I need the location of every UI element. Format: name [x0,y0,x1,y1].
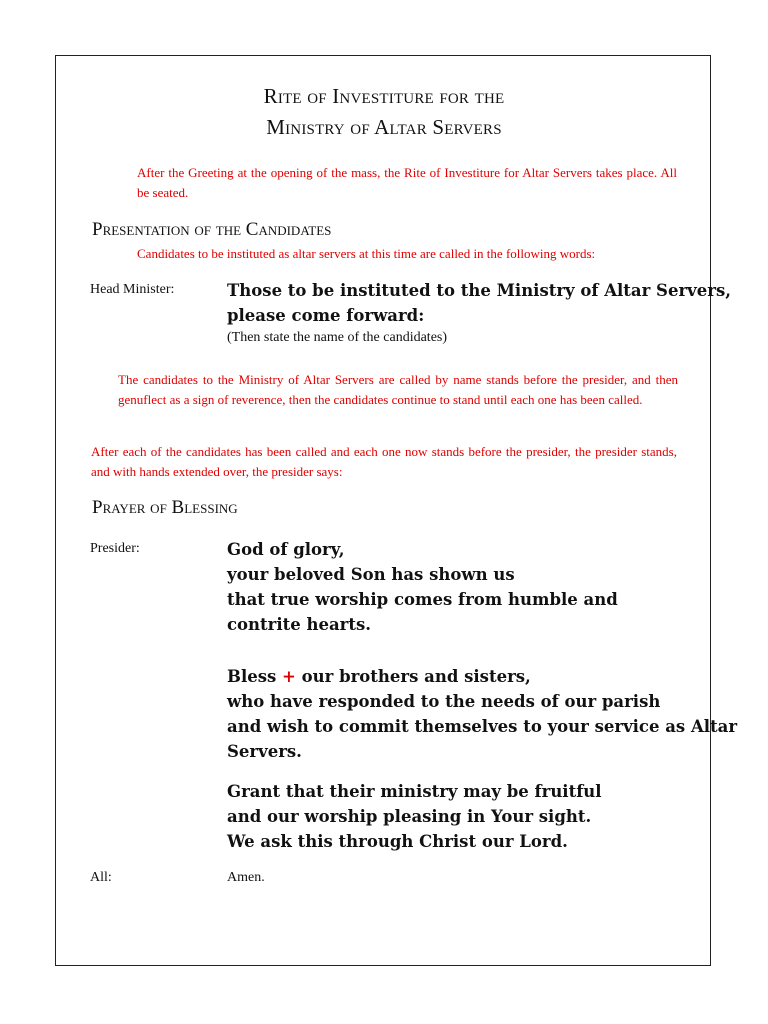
title-line-1: Rite of Investiture for the [263,84,505,108]
call-line-1: Those to be instituted to the Ministry of Altar Servers, [227,281,731,300]
presentation-rubric: Candidates to be instituted as altar servers at this time are called in the following words: [137,246,596,261]
bless-line [227,664,737,689]
prayer-stanza-3 [227,779,602,854]
document-page [55,55,738,966]
presentation-heading: Presentation of the Candidates [92,219,332,240]
sign-of-cross-icon: + [282,667,296,686]
head-minister-label: Head Minister: [90,282,175,297]
title-line-2: Ministry of Altar Servers [266,115,502,139]
presider-rubric: After each of the candidates has been called and each one now stands before the presider, the presider stands, and with hands extended over, the presider says: [91,444,677,479]
bless-word: Bless [227,667,277,686]
candidates-rubric: The candidates to the Ministry of Altar Servers are called by name stands before the presider, and then genuflect as a sign of reverence, then the candidates continue to stand until each one has been called. [118,372,678,407]
prayer-stanza-2 [227,664,737,764]
presider-label: Presider: [90,541,140,556]
intro-rubric: After the Greeting at the opening of the mass, the Rite of Investiture for Altar Servers takes place. All be seated. [137,165,677,200]
call-line-2: please come forward: [227,306,425,325]
call-instruction: (Then state the name of the candidates) [227,330,448,345]
prayer-stanza-1 [227,537,618,637]
prayer-line: We ask this through Christ our Lord. [227,832,568,851]
response-amen: Amen. [227,870,265,885]
prayer-line: your beloved Son has shown us [227,565,515,584]
bless-rest: our brothers and sisters, [301,667,531,686]
prayer-line: Grant that their ministry may be fruitful [227,782,602,801]
prayer-line: contrite hearts. [227,615,372,634]
all-label: All: [90,870,112,885]
prayer-line: who have responded to the needs of our parish [227,692,661,711]
prayer-line: that true worship comes from humble and [227,590,618,609]
prayer-line: and wish to commit themselves to your service as Altar [227,717,738,736]
blessing-heading: Prayer of Blessing [92,497,238,518]
prayer-line: God of glory, [227,540,345,559]
prayer-line: Servers. [227,742,302,761]
prayer-line: and our worship pleasing in Your sight. [227,807,592,826]
